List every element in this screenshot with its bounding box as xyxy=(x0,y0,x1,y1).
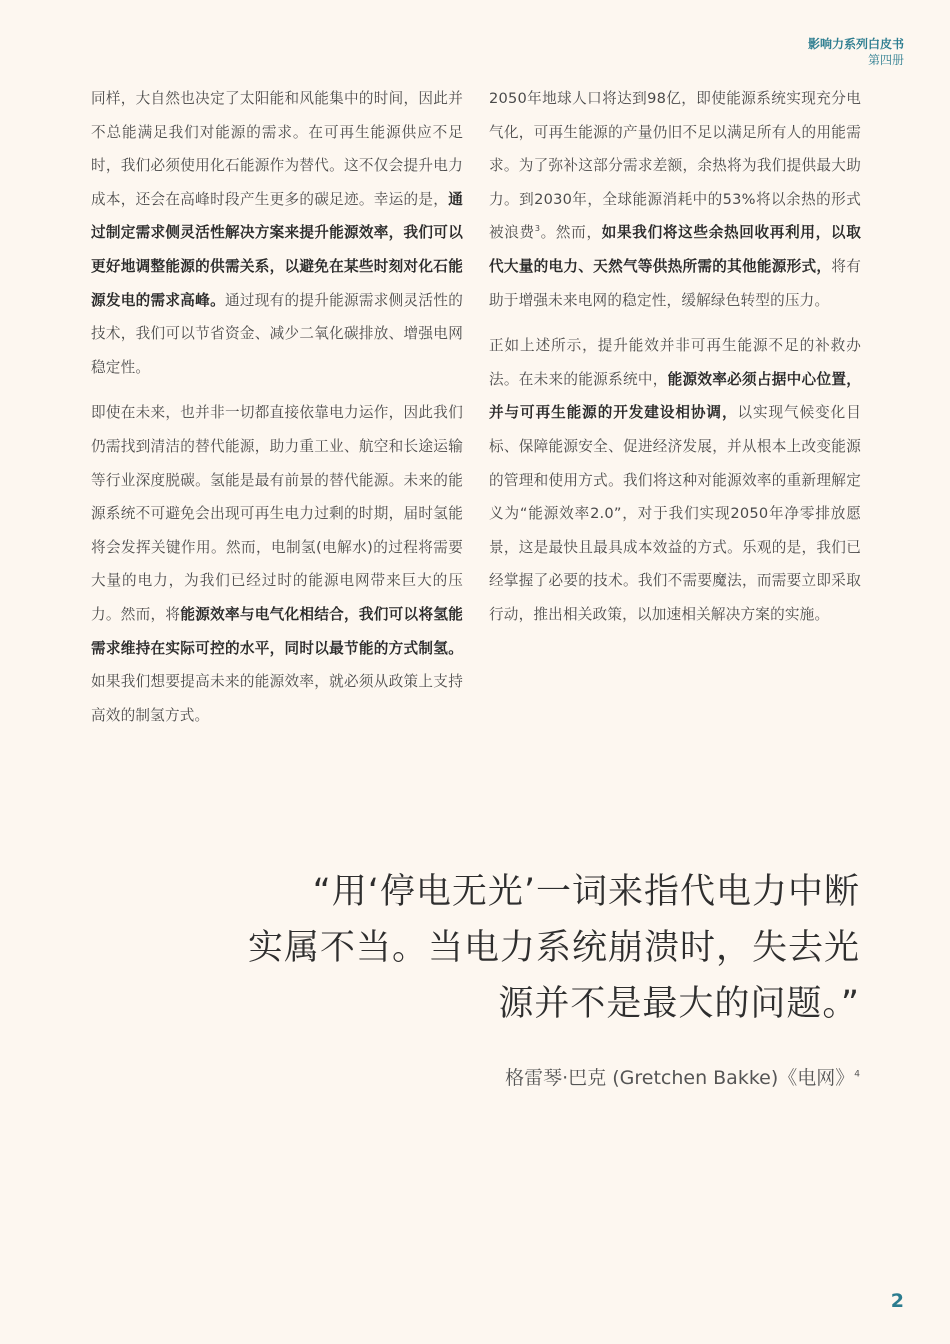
body-text: 。然而， xyxy=(540,224,602,242)
paragraph xyxy=(91,82,463,384)
quote-attribution xyxy=(505,1063,860,1090)
bold-text: 能源效率与电气化相结合，我们可以将氢能需求维持在实际可控的水平，同时以最节能的方式制氢。 xyxy=(91,605,464,657)
body-text: 如果我们想要提高未来的能源效率，就必须从政策上支持高效的制氢方式。 xyxy=(91,673,463,724)
footnote-ref: 3 xyxy=(534,224,541,234)
quote-line: 实属不当。当电力系统崩溃时，失去光 xyxy=(247,928,860,968)
volume-label: 第四册 xyxy=(867,53,904,67)
paragraph xyxy=(489,329,861,631)
document-header xyxy=(808,36,904,68)
footnote-ref: 4 xyxy=(854,1069,860,1080)
quote-line: 源并不是最大的问题。” xyxy=(498,984,860,1024)
attribution-text: 格雷琴·巴克 (Gretchen Bakke)《电网》 xyxy=(505,1067,855,1089)
paragraph xyxy=(489,82,861,317)
body-text: 以实现气候变化目标、保障能源安全、促进经济发展，并从根本上改变能源的管理和使用方式。我们将这种对能源效率的重新理解定义为“能源效率2.0”，对于我们实现2050年净零排放愿景，这是最快且最具成本效益的方式。乐观的是，我们已经掌握了必要的技术。我们不需要魔法，而需要立即采取行动，推出相关政策，以加速相关解决方案的实施。 xyxy=(489,404,861,623)
body-text: 通过现有的提升能源需求侧灵活性的技术，我们可以节省资金、减少二氧化碳排放、增强电网稳定性。 xyxy=(91,291,463,376)
bold-text: 通过制定需求侧灵活性解决方案来提升能源效率，我们可以更好地调整能源的供需关系，以避免在某些时刻对化石能源发电的需求高峰。 xyxy=(91,190,463,309)
bold-text: 能源效率必须占据中心位置，并与可再生能源的开发建设相协调， xyxy=(489,370,861,422)
left-column xyxy=(91,82,463,744)
right-column xyxy=(489,82,861,644)
body-text: 同样，大自然也决定了太阳能和风能集中的时间，因此并不总能满足我们对能源的需求。在可再生能源供应不足时，我们必须使用化石能源作为替代。这不仅会提升电力成本，还会在高峰时段产生更多的碳足迹。幸运的是， xyxy=(91,90,463,208)
bold-text: 如果我们将这些余热回收再利用，以取代大量的电力、天然气等供热所需的其他能源形式， xyxy=(489,224,861,275)
pull-quote xyxy=(220,864,860,1032)
body-text: 即使在未来，也并非一切都直接依靠电力运作，因此我们仍需找到清洁的替代能源，助力重工业、航空和长途运输等行业深度脱碳。氢能是最有前景的替代能源。未来的能源系统不可避免会出现可再生电力过剩的时期，届时氢能将会发挥关键作用。然而，电制氢(电解水)的过程将需要大量的电力，为我们已经过时的能源电网带来巨大的压力。然而，将 xyxy=(91,404,463,623)
series-title: 影响力系列白皮书 xyxy=(807,37,904,51)
paragraph xyxy=(91,396,463,732)
quote-line: “用‘停电无光’一词来指代电力中断 xyxy=(312,872,860,912)
body-text: 正如上述所示，提升能效并非可再生能源不足的补救办法。在未来的能源系统中， xyxy=(489,337,861,388)
body-text: 2050年地球人口将达到98亿，即使能源系统实现充分电气化，可再生能源的产量仍旧不足以满足所有人的用能需求。为了弥补这部分需求差额，余热将为我们提供最大助力。到2030年，全球能源消耗中的53%将以余热的形式被浪费 xyxy=(489,90,861,242)
body-text: 将有助于增强未来电网的稳定性，缓解绿色转型的压力。 xyxy=(489,257,861,309)
page-number: 2 xyxy=(890,1290,904,1312)
